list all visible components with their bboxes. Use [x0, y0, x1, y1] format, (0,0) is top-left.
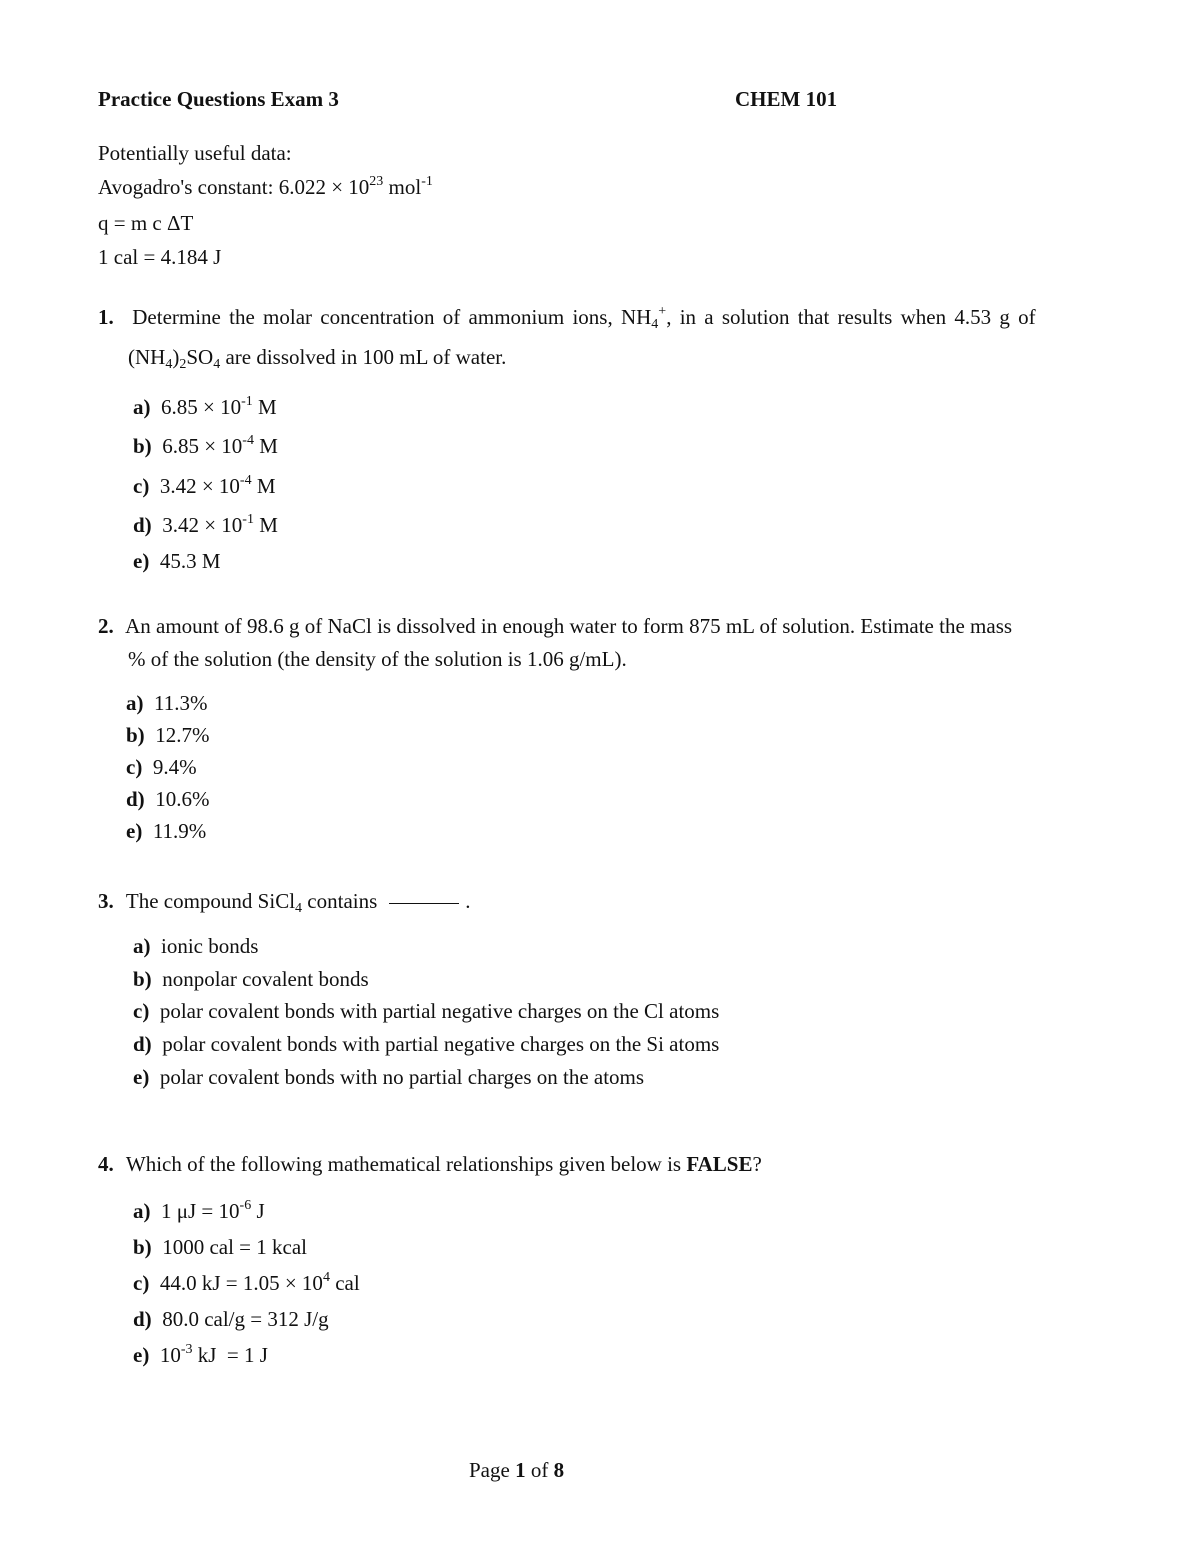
option-letter: a) [133, 934, 151, 958]
option-letter: e) [126, 819, 143, 843]
option-letter: d) [133, 513, 152, 537]
q4-option-e[interactable]: e) $10^{-3}$ kJ = 1 J [133, 1342, 268, 1367]
current-page: 1 [515, 1458, 526, 1482]
q4-option-b[interactable]: b) 1000 cal = 1 kcal [133, 1235, 307, 1259]
question-number: 4. [98, 1152, 114, 1176]
question-number: 3. [98, 889, 114, 913]
q3-option-e[interactable]: e) polar covalent bonds with no partial charges on the atoms [133, 1065, 645, 1089]
option-letter: c) [126, 755, 143, 779]
q1-option-c[interactable]: c) $3.42 \times 10^{-4}$ M [133, 473, 276, 498]
option-letter: d) [133, 1032, 152, 1056]
false-keyword: FALSE [686, 1152, 753, 1176]
q3-option-d[interactable]: d) polar covalent bonds with partial negative charges on the Si atoms [133, 1032, 720, 1056]
calorie-conversion: 1 cal = 4.184 J [98, 245, 222, 269]
option-letter: c) [133, 999, 150, 1023]
q2-option-e[interactable]: e) 11.9% [126, 819, 207, 843]
q1-option-a[interactable]: a) $6.85 \times 10^{-1}$ M [133, 394, 277, 419]
q3-option-c[interactable]: c) polar covalent bonds with partial negative charges on the Cl atoms [133, 999, 720, 1023]
question-2-line-2: % of the solution (the density of the solution is 1.06 g/mL). [128, 647, 627, 671]
page-title [98, 87, 339, 112]
question-number: 1. [98, 305, 114, 329]
data-heading: Potentially useful data: [98, 141, 292, 165]
q1-option-e[interactable]: e) 45.3 M [133, 549, 221, 573]
q2-option-d[interactable]: d) 10.6% [126, 787, 210, 811]
q1-option-d[interactable]: d) $3.42 \times 10^{-1}$ M [133, 512, 278, 537]
question-3: 3. The compound SiCl$_4$ contains . [98, 889, 471, 916]
option-letter: b) [133, 434, 152, 458]
option-letter: a) [133, 395, 151, 419]
q3-option-b[interactable]: b) nonpolar covalent bonds [133, 967, 369, 991]
option-letter: e) [133, 1065, 150, 1089]
total-pages: 8 [553, 1458, 565, 1482]
option-letter: e) [133, 1343, 150, 1367]
option-letter: a) [133, 1199, 151, 1223]
q1-option-b[interactable]: b) $6.85 \times 10^{-4}$ M [133, 433, 278, 458]
page-indicator: Page 1 of 8 [469, 1458, 565, 1482]
q3-option-a[interactable]: a) ionic bonds [133, 934, 259, 958]
exam-title: Practice Questions Exam 3 [98, 87, 339, 111]
avogadro-constant: Avogadro's constant: $6.022 \times 10^{23}$ mol$^{-1}$ [98, 174, 433, 199]
q2-option-b[interactable]: b) 12.7% [126, 723, 210, 747]
option-letter: a) [126, 691, 144, 715]
option-letter: b) [133, 967, 152, 991]
option-letter: d) [126, 787, 145, 811]
course-code: CHEM 101 [735, 87, 838, 111]
question-1-line-1: 1. Determine the molar concentration of ammonium ions, $NH_4^+$, in a solution that results when 4.53 g of [98, 304, 1036, 332]
option-letter: b) [126, 723, 145, 747]
option-letter: d) [133, 1307, 152, 1331]
answer-blank [389, 903, 459, 904]
q2-option-a[interactable]: a) 11.3% [126, 691, 208, 715]
q4-option-a[interactable]: a) 1 $\mu J = 10^{-6}$ J [133, 1198, 265, 1223]
q4-option-d[interactable]: d) 80.0 cal/g = 312 J/g [133, 1307, 329, 1331]
q2-option-c[interactable]: c) 9.4% [126, 755, 197, 779]
option-letter: b) [133, 1235, 152, 1259]
option-letter: c) [133, 1271, 150, 1295]
q4-option-c[interactable]: c) 44.0 kJ = $1.05 \times 10^4$ cal [133, 1270, 360, 1295]
question-number: 2. [98, 614, 114, 638]
question-4: 4. Which of the following mathematical relationships given below is FALSE? [98, 1152, 762, 1176]
option-letter: c) [133, 474, 150, 498]
option-letter: e) [133, 549, 150, 573]
heat-equation: q = m c ΔT [98, 211, 194, 235]
question-1-line-2: $(NH_4)_2SO_4$ are dissolved in 100 mL of water. [128, 345, 507, 372]
question-2-line-1: 2. An amount of 98.6 g of NaCl is dissolved in enough water to form 875 mL of solution. Estimate the mass [98, 614, 1013, 638]
